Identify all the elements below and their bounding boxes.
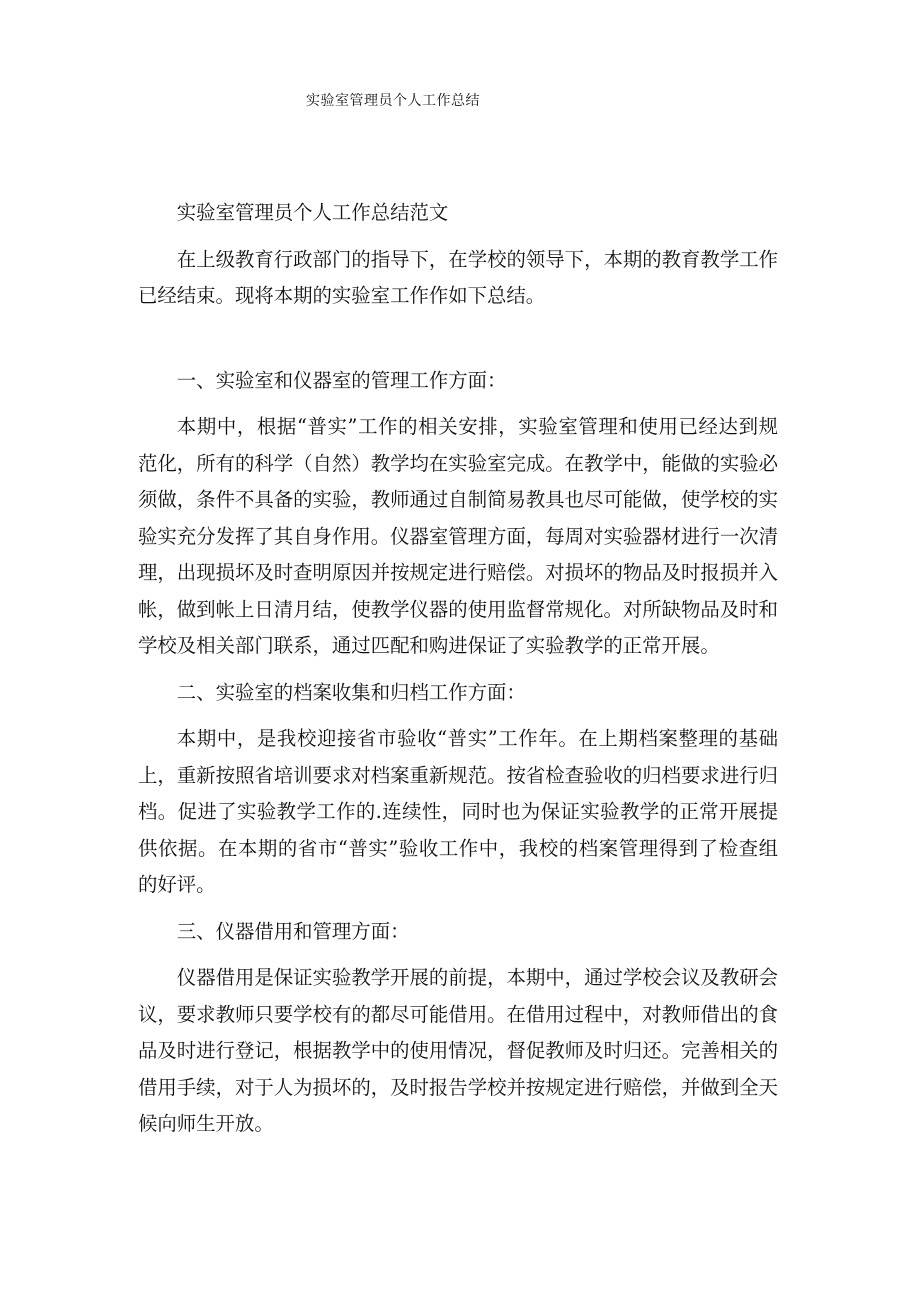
section-heading-3: 三、仪器借用和管理方面： bbox=[176, 919, 410, 943]
intro-paragraph: 在上级教育行政部门的指导下，在学校的领导下，本期的教育教学工作已经结束。现将本期的实验室工作作如下总结。 bbox=[138, 247, 778, 307]
section-heading-2: 二、实验室的档案收集和归档工作方面： bbox=[176, 680, 526, 704]
section-body-2: 本期中，是我校迎接省市验收“普实”工作年。在上期档案整理的基础上，重新按照省培训要求对档案重新规范。按省检查验收的归档要求进行归档。促进了实验教学工作的.连续性，同时也为保证实验教学的正常开展提供依据。在本期的省市“普实”验收工作中，我校的档案管理得到了检查组的好评。 bbox=[138, 727, 778, 896]
document-body bbox=[138, 195, 778, 1153]
section-body-1: 本期中，根据“普实”工作的相关安排，实验室管理和使用已经达到规范化，所有的科学（自然）教学均在实验室完成。在教学中，能做的实验必须做，条件不具备的实验，教师通过自制简易教具也尽可能做，使学校的实验实充分发挥了其自身作用。仪器室管理方面，每周对实验器材进行一次清理，出现损坏及时查明原因并按规定进行赔偿。对损坏的物品及时报损并入帐，做到帐上日清月结，使教学仪器的使用监督常规化。对所缺物品及时和学校及相关部门联系，通过匹配和购进保证了实验教学的正常开展。 bbox=[138, 415, 778, 657]
section-body-3: 仪器借用是保证实验教学开展的前提，本期中，通过学校会议及教研会议，要求教师只要学校有的都尽可能借用。在借用过程中，对教师借出的食品及时进行登记，根据教学中的使用情况，督促教师及时归还。完善相关的借用手续，对于人为损坏的，及时报告学校并按规定进行赔偿，并做到全天候向师生开放。 bbox=[138, 966, 778, 1135]
page-header: 实验室管理员个人工作总结 bbox=[306, 93, 480, 109]
document-title: 实验室管理员个人工作总结范文 bbox=[176, 201, 449, 224]
section-spacer bbox=[138, 325, 778, 363]
section-heading-1: 一、实验室和仪器室的管理工作方面： bbox=[176, 368, 507, 392]
